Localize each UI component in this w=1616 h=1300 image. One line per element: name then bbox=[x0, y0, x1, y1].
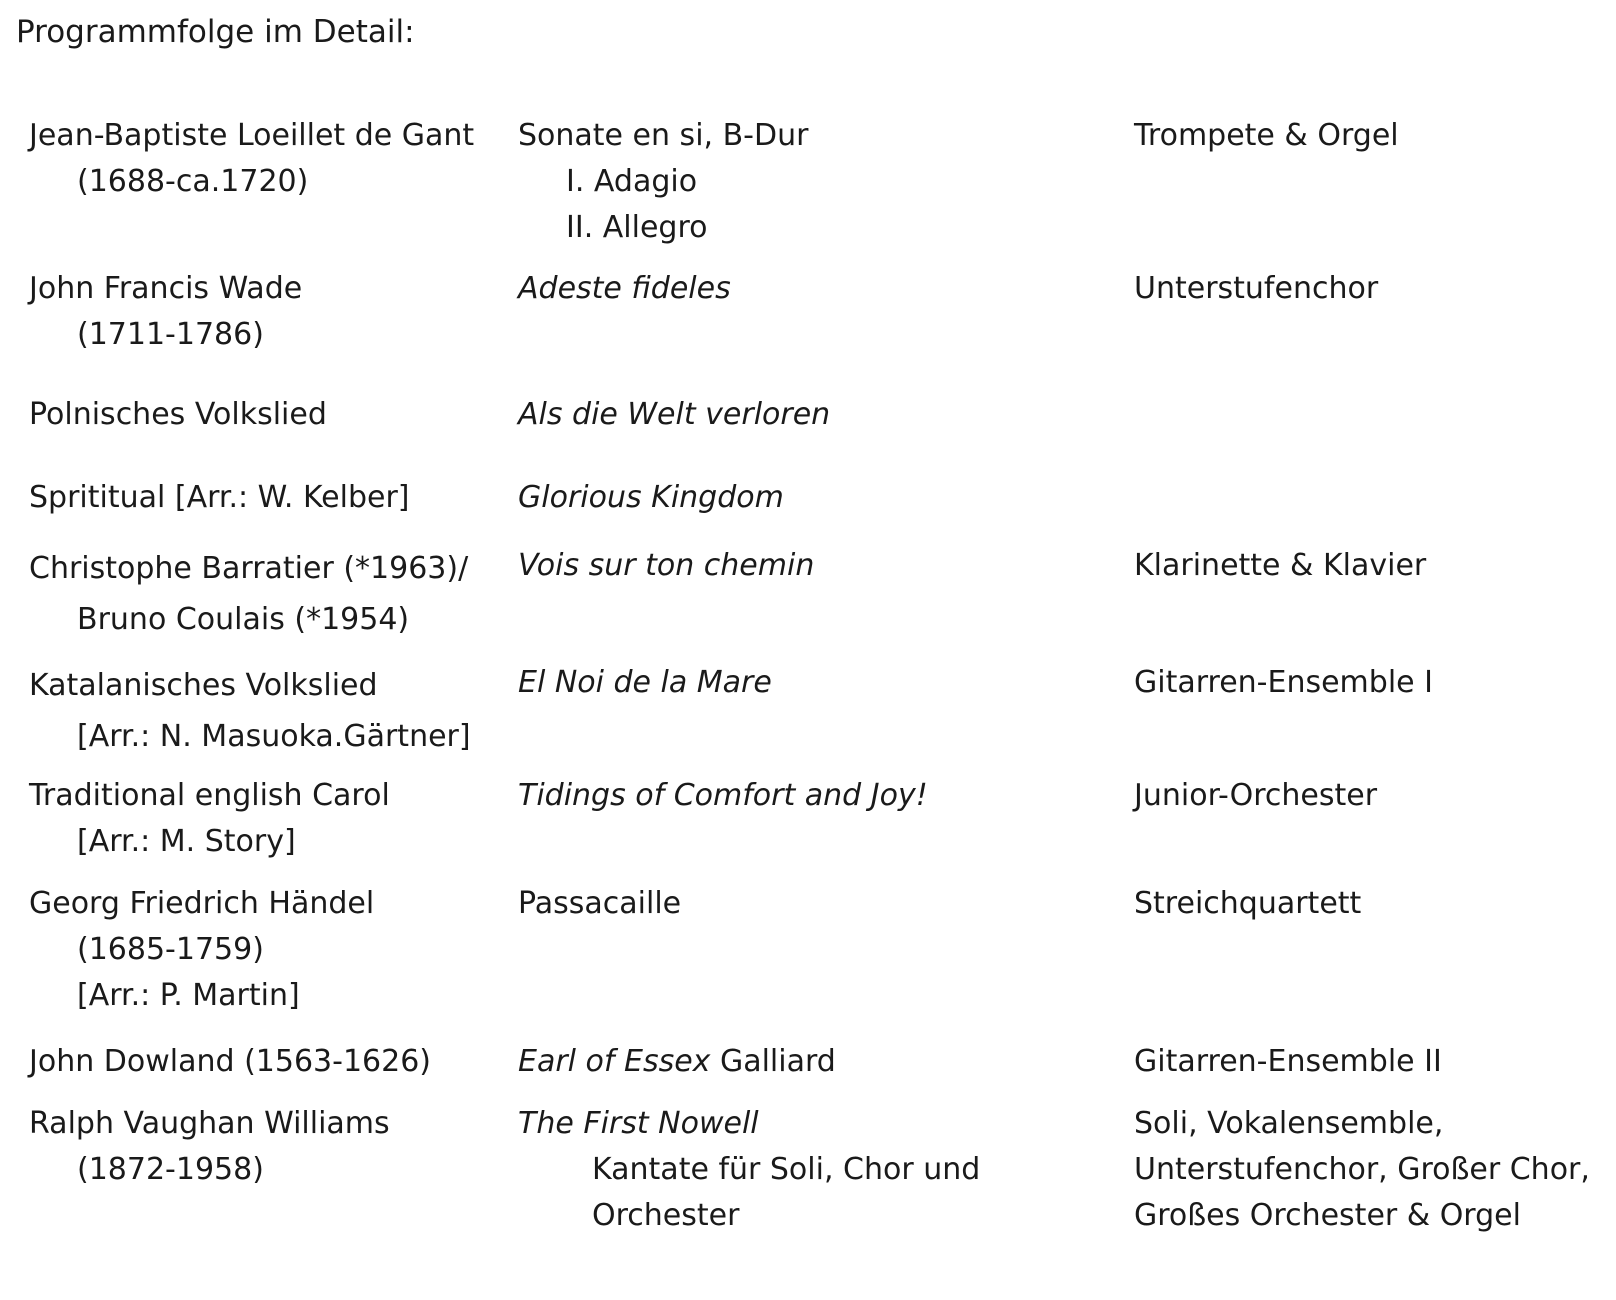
work-cell bbox=[518, 475, 784, 521]
work-title: El Noi de la Mare bbox=[518, 665, 772, 700]
composer-dates: (1688-ca.1720) bbox=[77, 164, 309, 199]
ensemble-cell bbox=[1134, 266, 1378, 312]
work-title: Tidings of Comfort and Joy! bbox=[518, 778, 928, 813]
work-movement: II. Allegro bbox=[566, 210, 708, 245]
ensemble-cell bbox=[1134, 773, 1377, 819]
composer-name: Traditional english Carol bbox=[29, 778, 390, 813]
ensemble-name: Gitarren-Ensemble I bbox=[1134, 665, 1434, 700]
work-movement: I. Adagio bbox=[566, 164, 698, 199]
work-title: Adeste fideles bbox=[518, 271, 731, 306]
composer-cell bbox=[29, 1101, 390, 1193]
composer-cell bbox=[29, 660, 471, 762]
work-title: Sonate en si, B-Dur bbox=[518, 118, 809, 153]
composer-dates: (1872-1958) bbox=[77, 1152, 264, 1187]
composer-name: John Dowland (1563-1626) bbox=[29, 1044, 431, 1079]
ensemble-cell bbox=[1134, 543, 1426, 589]
work-cell bbox=[518, 881, 681, 927]
ensemble-cell bbox=[1134, 1101, 1590, 1239]
ensemble-cell bbox=[1134, 881, 1361, 927]
composer-dates: (1711-1786) bbox=[77, 317, 264, 352]
composer-cell bbox=[29, 113, 474, 205]
work-cell bbox=[518, 660, 772, 706]
composer-name: John Francis Wade bbox=[29, 271, 303, 306]
composer-name: Katalanisches Volkslied bbox=[29, 668, 378, 703]
ensemble-name: Trompete & Orgel bbox=[1134, 118, 1399, 153]
ensemble-cell bbox=[1134, 113, 1399, 159]
composer-name: Ralph Vaughan Williams bbox=[29, 1106, 390, 1141]
work-cell bbox=[518, 113, 808, 251]
composer-cell bbox=[29, 543, 468, 645]
composer-cell bbox=[29, 773, 390, 865]
composer-cell bbox=[29, 266, 302, 358]
work-title: Als die Welt verloren bbox=[518, 397, 831, 432]
composer-cell bbox=[29, 392, 327, 438]
work-cell bbox=[518, 266, 731, 312]
work-cell bbox=[518, 1101, 980, 1239]
work-title bbox=[518, 1039, 836, 1085]
work-description: Kantate für Soli, Chor und bbox=[592, 1152, 981, 1187]
ensemble-name: Unterstufenchor bbox=[1134, 271, 1379, 306]
work-title-italic: Earl of Essex bbox=[518, 1044, 711, 1079]
composer-name: Sprititual [Arr.: W. Kelber] bbox=[29, 480, 410, 515]
work-cell bbox=[518, 773, 928, 819]
page-title: Programmfolge im Detail: bbox=[16, 14, 415, 50]
arranger: [Arr.: P. Martin] bbox=[77, 978, 300, 1013]
composer-name: Jean-Baptiste Loeillet de Gant bbox=[29, 118, 475, 153]
composer-cell bbox=[29, 881, 374, 1019]
arranger: [Arr.: N. Masuoka.Gärtner] bbox=[77, 719, 471, 754]
ensemble-name: Klarinette & Klavier bbox=[1134, 548, 1427, 583]
ensemble-name: Soli, Vokalensemble, bbox=[1134, 1106, 1444, 1141]
ensemble-name: Streichquartett bbox=[1134, 886, 1362, 921]
work-cell bbox=[518, 392, 830, 438]
composer-name: Georg Friedrich Händel bbox=[29, 886, 375, 921]
work-cell bbox=[518, 543, 814, 589]
work-title: The First Nowell bbox=[518, 1106, 759, 1141]
arranger: [Arr.: M. Story] bbox=[77, 824, 296, 859]
composer-cell bbox=[29, 475, 409, 521]
ensemble-name: Gitarren-Ensemble II bbox=[1134, 1044, 1442, 1079]
composer-name: Bruno Coulais (*1954) bbox=[77, 602, 410, 637]
ensemble-cell bbox=[1134, 1039, 1442, 1085]
work-title: Passacaille bbox=[518, 886, 682, 921]
ensemble-name: Großes Orchester & Orgel bbox=[1134, 1198, 1521, 1233]
composer-dates: (1685-1759) bbox=[77, 932, 264, 967]
composer-cell bbox=[29, 1039, 431, 1085]
work-title-rest: Galliard bbox=[710, 1044, 836, 1079]
ensemble-name: Unterstufenchor, Großer Chor, bbox=[1134, 1152, 1590, 1187]
work-description: Orchester bbox=[592, 1198, 740, 1233]
work-title: Glorious Kingdom bbox=[518, 480, 784, 515]
work-cell bbox=[518, 1039, 836, 1085]
work-title: Vois sur ton chemin bbox=[518, 548, 815, 583]
ensemble-cell bbox=[1134, 660, 1433, 706]
ensemble-name: Junior-Orchester bbox=[1134, 778, 1378, 813]
composer-name: Polnisches Volkslied bbox=[29, 397, 327, 432]
composer-name: Christophe Barratier (*1963)/ bbox=[29, 551, 469, 586]
